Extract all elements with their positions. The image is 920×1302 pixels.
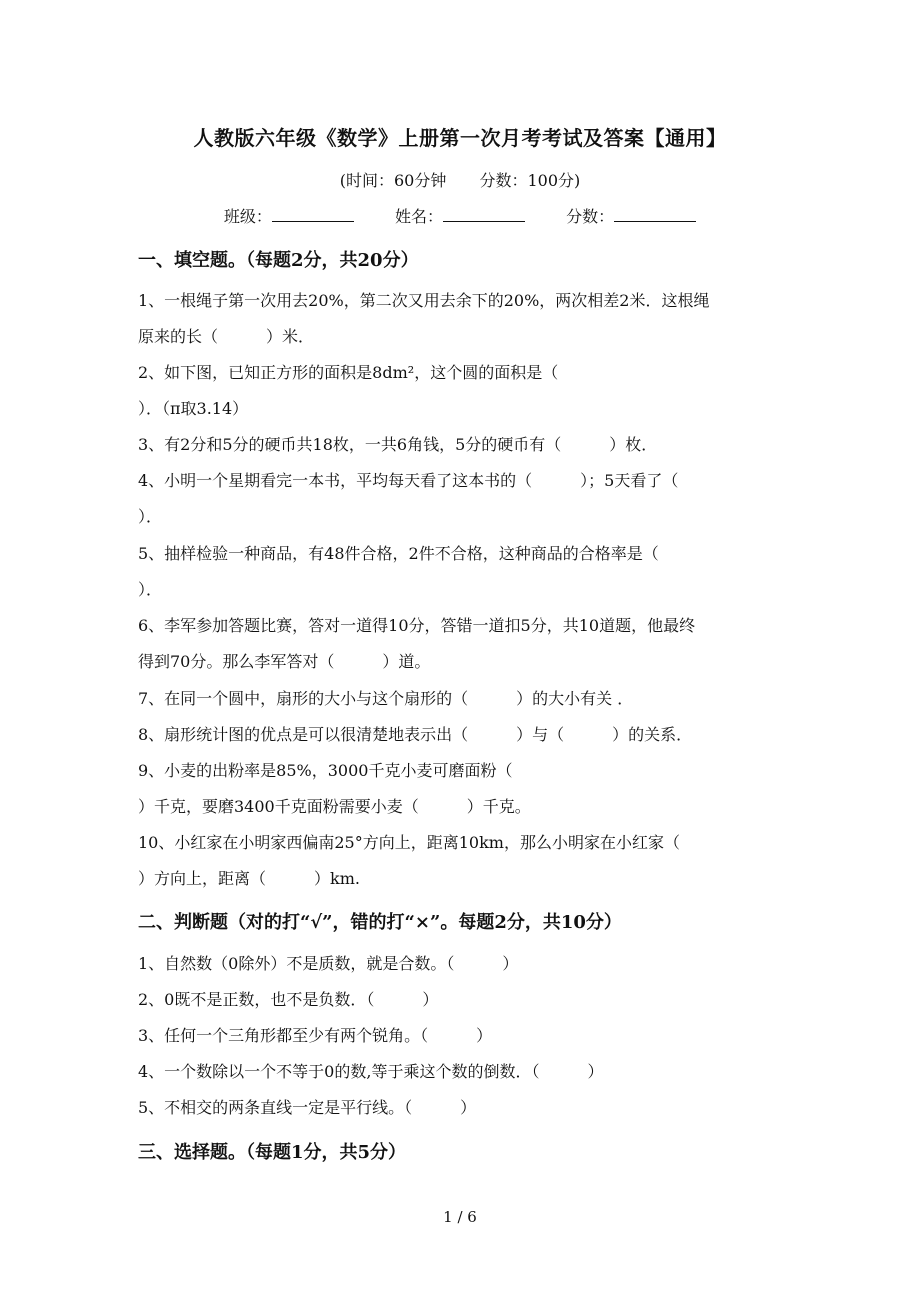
q8-line: 8、扇形统计图的优点是可以很清楚地表示出（ ）与（ ）的关系．: [138, 725, 693, 744]
name-blank: [443, 207, 525, 222]
judge-q5: 5、不相交的两条直线一定是平行线。（ ）: [138, 1098, 477, 1117]
q6-line-1: 6、李军参加答题比赛，答对一道得10分，答错一道扣5分，共10道题，他最终: [138, 616, 696, 635]
class-field: [224, 204, 354, 227]
total-score: 分数：100分): [479, 171, 581, 190]
section-1-heading: 一、填空题。（每题2分，共20分）: [138, 250, 419, 271]
class-label: 班级：: [223, 207, 272, 226]
q9-line-2: ）千克，要磨3400千克面粉需要小麦（ ）千克。: [138, 797, 531, 816]
q5-line-2: ）．: [138, 580, 163, 599]
q6-line-2: 得到70分。那么李军答对（ ）道。: [138, 652, 431, 671]
score-field: [566, 204, 696, 227]
score-blank: [614, 207, 696, 222]
q10-line-2: ）方向上，距离（ ）km.: [138, 869, 360, 888]
q2-line-1: 2、如下图，已知正方形的面积是8dm²，这个圆的面积是（: [138, 363, 559, 382]
judge-q4: 4、一个数除以一个不等于0的数,等于乘这个数的倒数．（ ）: [138, 1062, 604, 1081]
q3-line: 3、有2分和5分的硬币共18枚，一共6角钱，5分的硬币有（ ）枚．: [138, 435, 658, 454]
q1-line-2: 原来的长（ ）米．: [138, 327, 315, 346]
q9-line-1: 9、小麦的出粉率是85%，3000千克小麦可磨面粉（: [138, 761, 513, 780]
time-limit: (时间：60分钟: [339, 171, 447, 190]
judge-q3: 3、任何一个三角形都至少有两个锐角。（ ）: [138, 1026, 493, 1045]
q2-line-2: ）．（π取3.14）: [138, 399, 249, 418]
exam-meta: [0, 168, 920, 191]
q1-line-1: 1、一根绳子第一次用去20%，第二次又用去余下的20%，两次相差2米．这根绳: [138, 291, 710, 310]
judge-q2: 2、0既不是正数，也不是负数．（ ）: [138, 990, 439, 1009]
section-3-heading: 三、选择题。（每题1分，共5分）: [138, 1142, 407, 1163]
name-label: 姓名：: [394, 207, 443, 226]
student-info-row: [0, 204, 920, 227]
q10-line-1: 10、小红家在小明家西偏南25°方向上，距离10km，那么小明家在小红家（: [138, 833, 680, 852]
q5-line-1: 5、抽样检验一种商品，有48件合格，2件不合格，这种商品的合格率是（: [138, 544, 659, 563]
document-title: 人教版六年级《数学》上册第一次月考考试及答案【通用】: [193, 126, 727, 150]
score-label: 分数：: [566, 207, 615, 226]
judge-q1: 1、自然数（0除外）不是质数，就是合数。（ ）: [138, 954, 519, 973]
q4-line-1: 4、小明一个星期看完一本书，平均每天看了这本书的（ ）；5天看了（: [138, 471, 679, 490]
page-number: 1 / 6: [443, 1208, 477, 1226]
q4-line-2: ）．: [138, 507, 163, 526]
section-2-heading: 二、判断题（对的打“√”，错的打“×”。每题2分，共10分）: [138, 912, 622, 933]
name-field: [395, 204, 525, 227]
q7-line: 7、在同一个圆中，扇形的大小与这个扇形的（ ）的大小有关 ．: [138, 689, 634, 708]
class-blank: [272, 207, 354, 222]
